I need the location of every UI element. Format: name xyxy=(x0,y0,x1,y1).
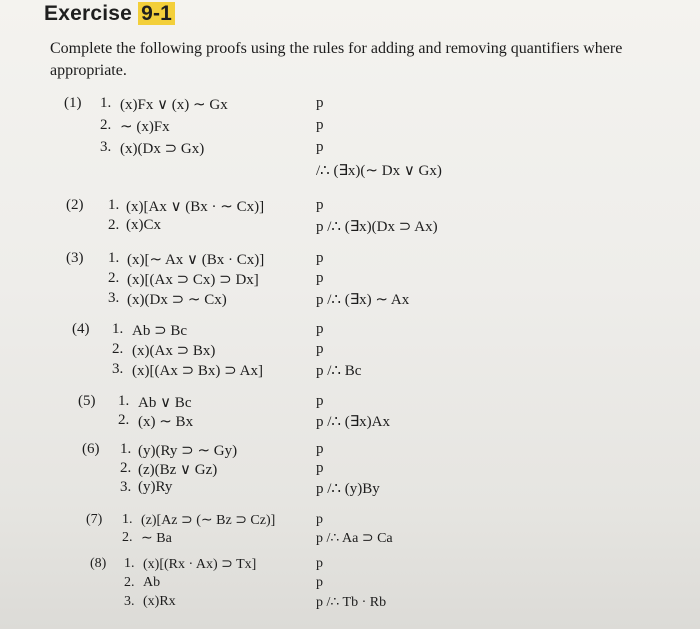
problem-number: (1) xyxy=(64,95,82,111)
problem-number: (7) xyxy=(86,512,103,527)
premise-formula: (y)(Ry ⊃ ∼ Gy) xyxy=(138,443,238,459)
justification: p xyxy=(316,512,323,527)
premise-formula: (z)[Az ⊃ (∼ Bz ⊃ Cz)] xyxy=(141,513,276,528)
line-number: 2. xyxy=(122,530,133,545)
line-number: 1. xyxy=(118,393,130,409)
justification: p xyxy=(316,393,324,409)
line-number: 1. xyxy=(122,512,133,527)
justification: p xyxy=(316,197,324,213)
line-number: 1. xyxy=(112,321,124,337)
justification: p /∴ (∃x)(Dx ⊃ Ax) xyxy=(316,219,438,235)
justification: p xyxy=(316,139,324,155)
line-number: 3. xyxy=(120,479,132,495)
premise-formula: (x)Fx ∨ (x) ∼ Gx xyxy=(120,97,228,113)
premise-formula: Ab ⊃ Bc xyxy=(132,323,188,339)
line-number: 1. xyxy=(100,95,112,111)
premise-formula: (x)(Dx ⊃ ∼ Cx) xyxy=(127,292,227,308)
premise-formula: Ab xyxy=(143,575,161,590)
justification: p xyxy=(316,441,324,457)
problem-number: (3) xyxy=(66,250,84,266)
line-number: 2. xyxy=(108,217,120,233)
premise-formula: (x)Rx xyxy=(143,594,176,609)
exercise-label: Exercise xyxy=(44,2,133,25)
premise-formula: (x)[(Ax ⊃ Cx) ⊃ Dx] xyxy=(127,272,259,288)
justification: p xyxy=(316,321,324,337)
justification: p xyxy=(316,117,324,133)
line-number: 1. xyxy=(120,441,132,457)
premise-formula: (z)(Bz ∨ Gz) xyxy=(138,462,218,478)
problem-number: (6) xyxy=(82,441,100,457)
premise-formula: ∼ Ba xyxy=(141,531,172,546)
justification: p xyxy=(316,95,324,111)
problem-number: (5) xyxy=(78,393,96,409)
problem-number: (8) xyxy=(90,556,107,571)
line-number: 2. xyxy=(100,117,112,133)
line-number: 3. xyxy=(124,594,135,609)
justification: p xyxy=(316,556,323,571)
line-number: 3. xyxy=(100,139,112,155)
justification: p xyxy=(316,341,324,357)
line-number: 2. xyxy=(118,412,130,428)
premise-formula: (x)[∼ Ax ∨ (Bx · Cx)] xyxy=(127,252,265,268)
line-number: 2. xyxy=(124,575,135,590)
premise-formula: (x)[(Rx · Ax) ⊃ Tx] xyxy=(143,557,257,572)
premise-formula: Ab ∨ Bc xyxy=(138,395,192,411)
line-number: 1. xyxy=(124,556,135,571)
problem-number: (4) xyxy=(72,321,90,337)
line-number: 1. xyxy=(108,250,120,266)
instructions: Complete the following proofs using the rules for adding and removing quantifiers where appropriate. xyxy=(50,40,623,79)
premise-formula: ∼ (x)Fx xyxy=(120,119,170,135)
line-number: 2. xyxy=(120,460,132,476)
premise-formula: (y)Ry xyxy=(138,479,173,495)
justification: p /∴ Bc xyxy=(316,363,362,379)
line-number: 2. xyxy=(112,341,124,357)
justification: p /∴ (y)By xyxy=(316,481,380,497)
premise-formula: (x)[(Ax ⊃ Bx) ⊃ Ax] xyxy=(132,363,263,379)
problem-number: (2) xyxy=(66,197,84,213)
line-number: 3. xyxy=(108,290,120,306)
justification: /∴ (∃x)(∼ Dx ∨ Gx) xyxy=(316,163,442,179)
justification: p /∴ Tb · Rb xyxy=(316,595,387,610)
exercise-title xyxy=(44,2,175,26)
justification: p xyxy=(316,250,324,266)
line-number: 3. xyxy=(112,361,124,377)
premise-formula: (x) ∼ Bx xyxy=(138,414,194,430)
premise-formula: (x)[Ax ∨ (Bx · ∼ Cx)] xyxy=(126,199,265,215)
exercise-number: 9-1 xyxy=(138,2,175,25)
justification: p /∴ (∃x)Ax xyxy=(316,414,391,430)
justification: p xyxy=(316,460,324,476)
justification: p xyxy=(316,270,324,286)
justification: p /∴ (∃x) ∼ Ax xyxy=(316,292,410,308)
premise-formula: (x)Cx xyxy=(126,217,161,233)
justification: p xyxy=(316,575,323,590)
line-number: 2. xyxy=(108,270,120,286)
premise-formula: (x)(Dx ⊃ Gx) xyxy=(120,141,205,157)
line-number: 1. xyxy=(108,197,120,213)
premise-formula: (x)(Ax ⊃ Bx) xyxy=(132,343,216,359)
justification: p /∴ Aa ⊃ Ca xyxy=(316,531,393,546)
